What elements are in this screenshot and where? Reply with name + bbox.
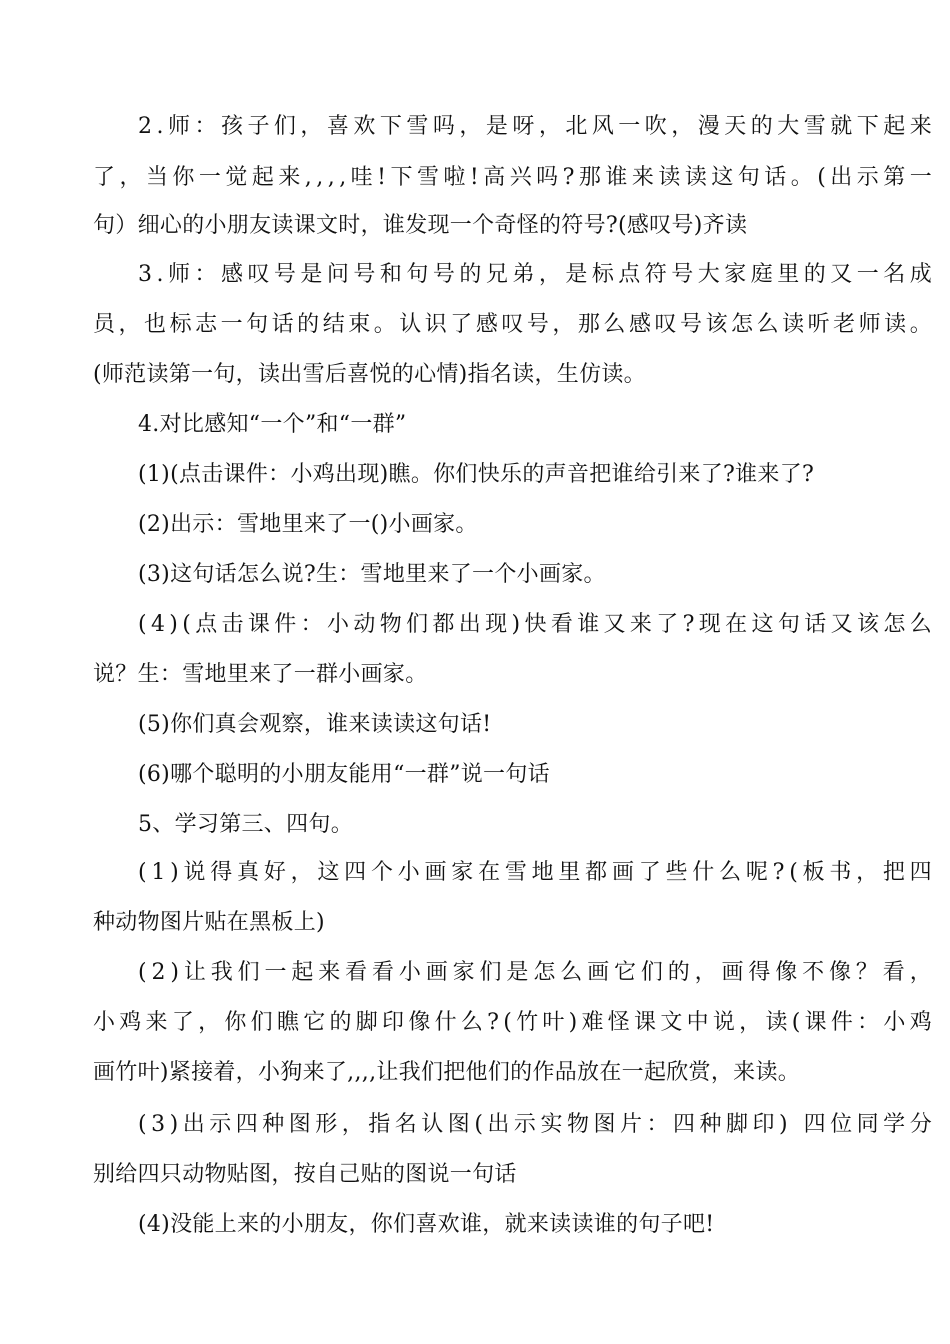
- paragraph-line: (师范读第一句，读出雪后喜悦的心情)指名读，生仿读。: [93, 362, 646, 387]
- paragraph-first-line: 3.师：感叹号是问号和句号的兄弟，是标点符号大家庭里的又一名成: [138, 262, 937, 287]
- paragraph-line: 了，当你一觉起来,,,,哇!下雪啦!高兴吗?那谁来读读这句话。(出示第一: [93, 165, 937, 190]
- paragraph-first-line: (3)这句话怎么说?生：雪地里来了一个小画家。: [138, 562, 606, 587]
- paragraph-line: 别给四只动物贴图，按自己贴的图说一句话: [93, 1162, 517, 1187]
- paragraph-line: 句）细心的小朋友读课文时，谁发现一个奇怪的符号?(感叹号)齐读: [93, 213, 748, 238]
- paragraph-first-line: (2)出示：雪地里来了一()小画家。: [138, 512, 478, 537]
- paragraph-line: 小鸡来了，你们瞧它的脚印像什么?(竹叶)难怪课文中说，读(课件：小鸡: [93, 1010, 936, 1035]
- paragraph-first-line: (1)(点击课件：小鸡出现)瞧。你们快乐的声音把谁给引来了?谁来了?: [138, 462, 815, 487]
- paragraph-line: 说？生：雪地里来了一群小画家。: [93, 662, 428, 687]
- paragraph-first-line: (5)你们真会观察，谁来读读这句话!: [138, 712, 492, 737]
- paragraph-first-line: (3)出示四种图形，指名认图(出示实物图片：四种脚印) 四位同学分: [138, 1112, 937, 1137]
- paragraph-first-line: 5、学习第三、四句。: [138, 812, 353, 837]
- paragraph-line: 员，也标志一句话的结束。认识了感叹号，那么感叹号该怎么读听老师读。: [93, 312, 936, 337]
- paragraph-first-line: (2)让我们一起来看看小画家们是怎么画它们的，画得像不像？看，: [138, 960, 937, 985]
- paragraph-first-line: (4)没能上来的小朋友，你们喜欢谁，就来读读谁的句子吧!: [138, 1212, 715, 1237]
- paragraph-first-line: (6)哪个聪明的小朋友能用“一群”说一句话: [138, 762, 550, 787]
- paragraph-line: 种动物图片贴在黑板上): [93, 910, 325, 935]
- paragraph-first-line: (4)(点击课件：小动物们都出现)快看谁又来了?现在这句话又该怎么: [138, 612, 937, 637]
- paragraph-first-line: 2.师：孩子们，喜欢下雪吗，是呀，北风一吹，漫天的大雪就下起来: [138, 114, 937, 139]
- paragraph-first-line: 4.对比感知“一个”和“一群”: [138, 412, 407, 437]
- paragraph-line: 画竹叶)紧接着，小狗来了,,,,让我们把他们的作品放在一起欣赏，来读。: [93, 1060, 801, 1085]
- paragraph-first-line: (1)说得真好，这四个小画家在雪地里都画了些什么呢?(板书，把四: [138, 860, 937, 885]
